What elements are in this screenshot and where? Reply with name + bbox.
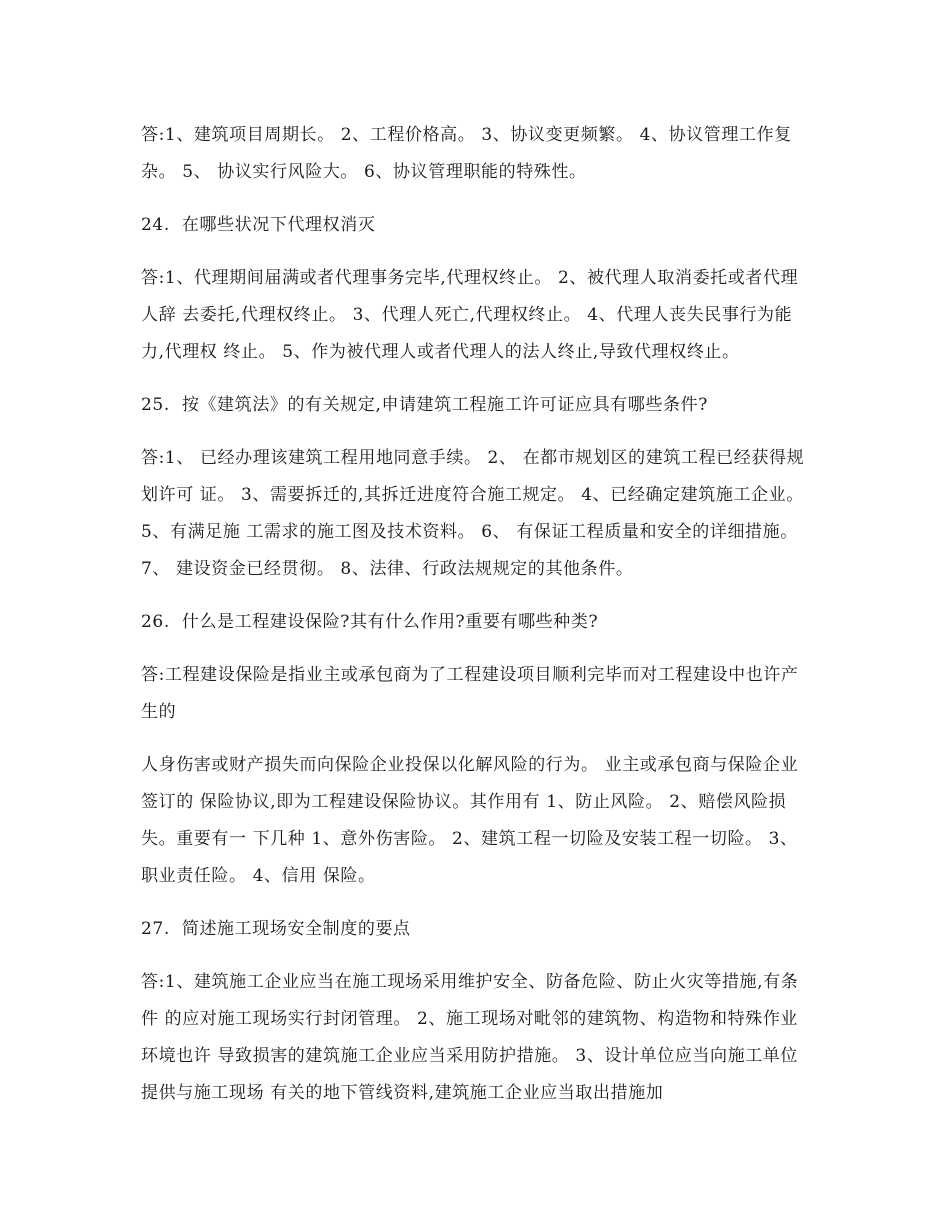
answer-paragraph: 答:1、代理期间届满或者代理事务完毕,代理权终止。 2、被代理人取消委托或者代理人辞 去委托,代理权终止。 3、代理人死亡,代理权终止。 4、代理人丧失民事行为能力,代理权 终止。 5、作为被代理人或者代理人的法人终止,导致代理权终止。 — [141, 268, 799, 362]
answer-paragraph: 答:1、建筑项目周期长。 2、工程价格高。 3、协议变更频繁。 4、协议管理工作复杂。 5、 协议实行风险大。 6、协议管理职能的特殊性。 — [141, 125, 792, 182]
answer-paragraph: 答:1、建筑施工企业应当在施工现场采用维护安全、防备危险、防止火灾等措施,有条件 的应对施工现场实行封闭管理。 2、施工现场对毗邻的建筑物、构造物和特殊作业环境也许 导致损害的建筑施工企业应当采用防护措施。 3、设计单位应当向施工单位提供与施工现场 有关的地下管线资料,建筑施工企业应当取出措施加 — [141, 972, 799, 1103]
question-heading: 26. 什么是工程建设保险?其有什么作用?重要有哪些种类? — [141, 612, 599, 632]
answer-paragraph: 答:1、 已经办理该建筑工程用地同意手续。 2、 在都市规划区的建筑工程已经获得规划许可 证。 3、需要拆迁的,其拆迁进度符合施工规定。 4、已经确定建筑施工企业。 5、有满足施 工需求的施工图及技术资料。 6、 有保证工程质量和安全的详细措施。 7、 建设资金已经贯彻。 8、法律、行政法规规定的其他条件。 — [141, 448, 810, 579]
question-heading: 24. 在哪些状况下代理权消灭 — [141, 215, 376, 235]
question-heading: 25. 按《建筑法》的有关规定,申请建筑工程施工许可证应具有哪些条件? — [141, 395, 708, 415]
answer-paragraph: 人身伤害或财产损失而向保险企业投保以化解风险的行为。 业主或承包商与保险企业签订的 保险协议,即为工程建设保险协议。其作用有 1、防止风险。 2、赔偿风险损失。重要有一 下几种 1、意外伤害险。 2、建筑工程一切险及安装工程一切险。 3、职业责任险。 4、信用 保险。 — [141, 755, 799, 886]
document-body — [141, 117, 813, 1112]
question-heading: 27. 简述施工现场安全制度的要点 — [141, 919, 411, 939]
answer-paragraph: 答:工程建设保险是指业主或承包商为了工程建设项目顺利完毕而对工程建设中也许产生的 — [141, 665, 799, 722]
